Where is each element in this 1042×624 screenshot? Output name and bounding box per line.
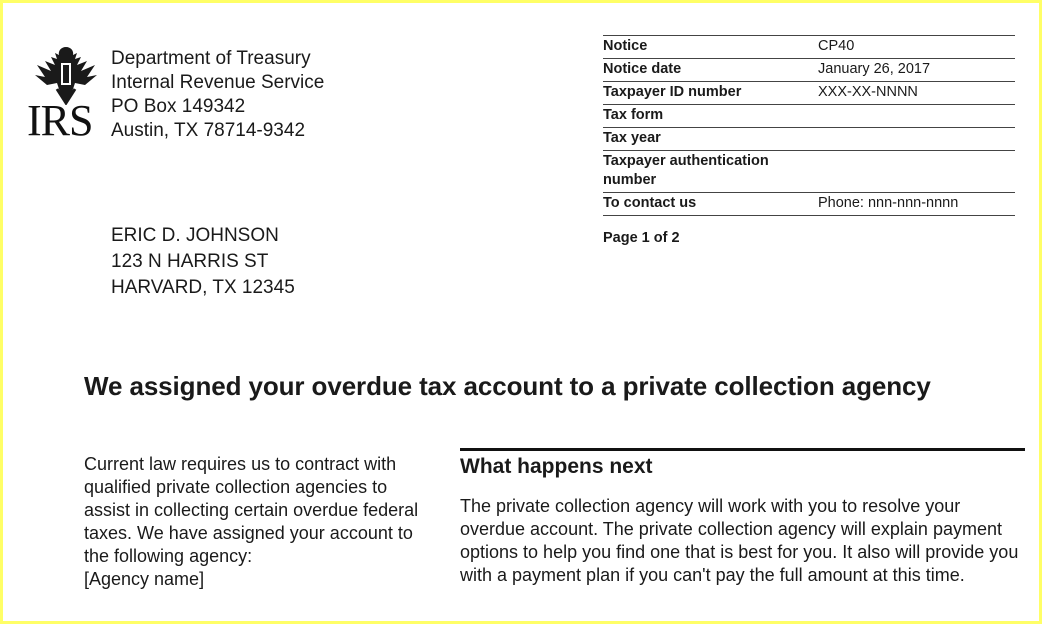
- section-divider: [460, 448, 1025, 451]
- irs-logo-text: IRS: [27, 96, 93, 145]
- agency-line: Internal Revenue Service: [111, 72, 325, 93]
- row-label: Notice date: [603, 59, 818, 82]
- table-row: [603, 82, 1015, 105]
- page-title: We assigned your overdue tax account to a private collection agency: [84, 371, 931, 401]
- row-value: [818, 128, 1015, 151]
- irs-logo: [27, 41, 105, 145]
- row-label: Tax year: [603, 128, 818, 151]
- agency-line: Department of Treasury: [111, 48, 311, 69]
- recipient-address: [111, 223, 295, 301]
- row-label: To contact us: [603, 193, 818, 216]
- row-value: XXX-XX-NNNN: [818, 82, 1015, 105]
- left-column: [84, 453, 424, 591]
- table-row: [603, 151, 1015, 193]
- section-paragraph: The private collection agency will work with you to resolve your overdue account. The private collection agency will explain payment options to help you find one that is best for you. It also will provide you with a payment plan if you can't pay the full amount at this time.: [460, 496, 1019, 585]
- notice-info-table: [603, 35, 1015, 216]
- table-row: [603, 105, 1015, 128]
- row-value: Phone: nnn-nnn-nnnn: [818, 193, 1015, 216]
- row-label: Notice: [603, 36, 818, 59]
- row-value: [818, 151, 1015, 193]
- table-row: [603, 193, 1015, 216]
- recipient-city: HARVARD, TX 12345: [111, 277, 295, 298]
- row-value: January 26, 2017: [818, 59, 1015, 82]
- table-row: [603, 59, 1015, 82]
- table-row: [603, 128, 1015, 151]
- row-value: CP40: [818, 36, 1015, 59]
- agency-name-placeholder: [Agency name]: [84, 569, 205, 589]
- sender-address: [111, 47, 324, 143]
- recipient-name: ERIC D. JOHNSON: [111, 225, 279, 246]
- intro-paragraph: Current law requires us to contract with qualified private collection agencies to assist in collecting certain overdue federal taxes. We have assigned your account to the following agency:: [84, 454, 419, 566]
- right-column: [460, 455, 1025, 587]
- row-value: [818, 105, 1015, 128]
- row-label: Taxpayer ID number: [603, 82, 818, 105]
- page-count: Page 1 of 2: [603, 230, 680, 246]
- notice-page: [3, 3, 1039, 621]
- recipient-street: 123 N HARRIS ST: [111, 251, 269, 272]
- table-row: [603, 36, 1015, 59]
- section-heading: What happens next: [460, 455, 653, 478]
- agency-line: PO Box 149342: [111, 96, 246, 117]
- row-label: Tax form: [603, 105, 818, 128]
- agency-line: Austin, TX 78714-9342: [111, 120, 306, 141]
- row-label: Taxpayer authentication number: [603, 151, 818, 193]
